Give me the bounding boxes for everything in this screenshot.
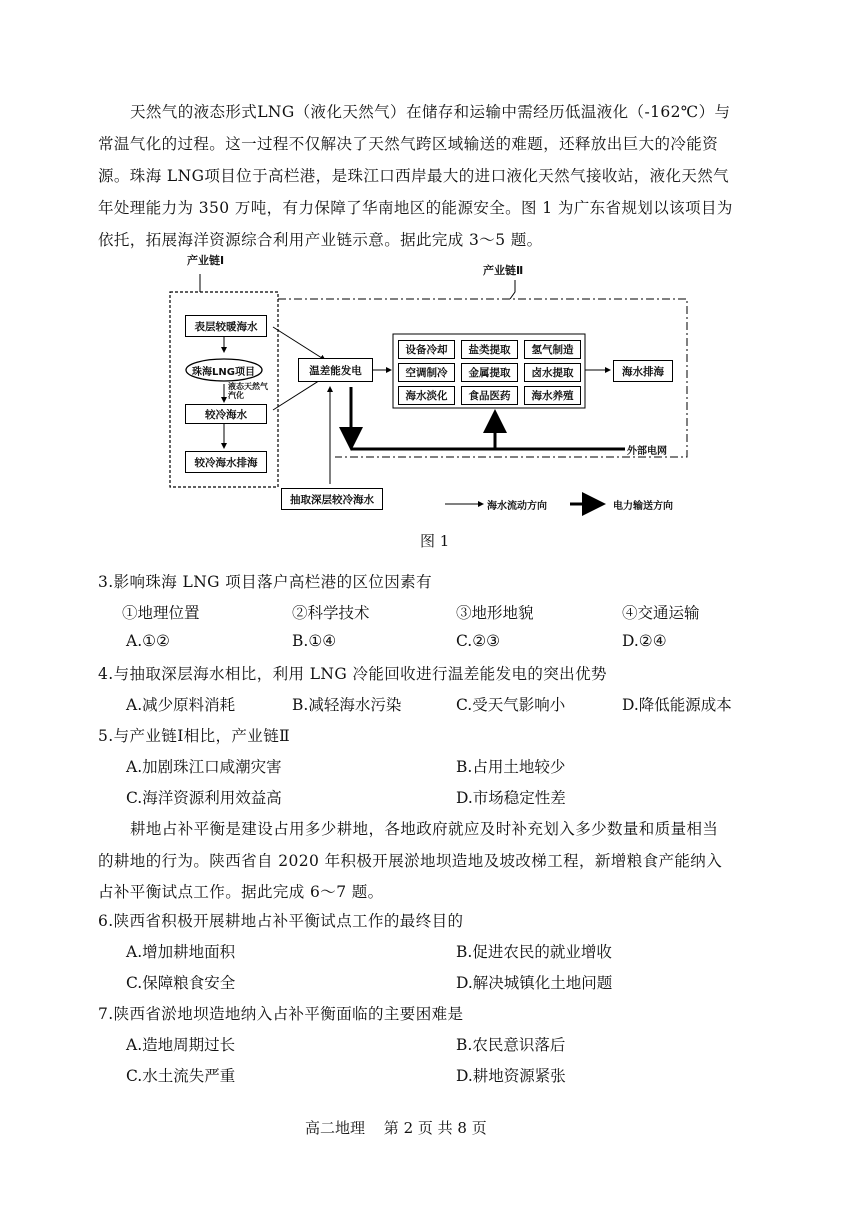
grid-label: 外部电网: [627, 446, 667, 457]
q7-option: A.造地周期过长: [126, 1036, 236, 1054]
q4-option: A.减少原料消耗: [126, 696, 236, 714]
q3-item: ①地理位置: [122, 604, 200, 622]
q3-stem: 3.影响珠海 LNG 项目落户高栏港的区位因素有: [98, 573, 432, 591]
cold-water-box: 较冷海水: [185, 404, 267, 424]
q6-stem: 6.陕西省积极开展耕地占补平衡试点工作的最终目的: [98, 912, 464, 930]
intro2-line: 耕地占补平衡是建设占用多少耕地，各地政府就应及时补充划入多少数量和质量相当: [130, 820, 719, 838]
q3-option: C.②③: [456, 632, 501, 650]
industry-box: 氢气制造: [524, 340, 581, 359]
q4-stem: 4.与抽取深层海水相比，利用 LNG 冷能回收进行温差能发电的突出优势: [98, 665, 607, 683]
intro1-line: 依托，拓展海洋资源综合利用产业链示意。据此完成 3～5 题。: [98, 231, 543, 249]
industry-box: 设备冷却: [398, 340, 455, 359]
q3-option: D.②④: [622, 632, 667, 650]
page-footer: [305, 1117, 501, 1138]
q6-option: D.解决城镇化土地问题: [456, 974, 613, 992]
q3-item: ②科学技术: [292, 604, 370, 622]
industry-box: 食品医药: [461, 386, 518, 405]
q3-option: A.①②: [126, 632, 170, 650]
figure-caption: 图 1: [420, 532, 450, 550]
intro1-line: 源。珠海 LNG项目位于高栏港，是珠江口西岸最大的进口液化天然气接收站，液化天然气: [98, 167, 730, 185]
q7-option: B.农民意识落后: [456, 1036, 566, 1054]
intro1-line: 年处理能力为 350 万吨，有力保障了华南地区的能源安全。图 1 为广东省规划以该项目为: [98, 199, 733, 217]
arrow-surface-to-power: [273, 327, 325, 360]
industry-box: 盐类提取: [461, 340, 518, 359]
q5-option: A.加剧珠江口咸潮灾害: [126, 758, 282, 776]
q4-option: D.降低能源成本: [622, 696, 732, 714]
footer-page-number: 第 2 页 共 8 页: [383, 1119, 487, 1137]
intro1-line: 常温气化的过程。这一过程不仅解决了天然气跨区域输送的难题，还释放出巨大的冷能资: [98, 135, 719, 153]
cold-discharge-box: 较冷海水排海: [185, 451, 267, 473]
chain1-label: 产业链Ⅰ: [187, 254, 225, 267]
q5-option: C.海洋资源利用效益高: [126, 789, 282, 807]
industry-box: 空调制冷: [398, 363, 455, 382]
intro2-line: 占补平衡试点工作。据此完成 6～7 题。: [98, 883, 384, 901]
chain2-label: 产业链Ⅱ: [483, 264, 524, 277]
q5-option: D.市场稳定性差: [456, 789, 566, 807]
temp-power-box: 温差能发电: [298, 358, 373, 382]
footer-subject: 高二地理: [305, 1119, 366, 1137]
legend-water-label: 海水流动方向: [487, 501, 547, 512]
q3-item: ③地形地貌: [456, 604, 534, 622]
q4-option: B.减轻海水污染: [292, 696, 402, 714]
q6-option: C.保障粮食安全: [126, 974, 236, 992]
q4-option: C.受天气影响小: [456, 696, 566, 714]
industry-box: 卤水提取: [524, 363, 581, 382]
q7-option: C.水土流失严重: [126, 1067, 236, 1085]
q7-stem: 7.陕西省淤地坝造地纳入占补平衡面临的主要困难是: [98, 1005, 464, 1023]
gasify-note: 液态天然气汽化: [228, 382, 268, 400]
q5-option: B.占用土地较少: [456, 758, 566, 776]
sea-discharge-box: 海水排海: [613, 360, 673, 382]
q5-stem: 5.与产业链Ⅰ相比，产业链Ⅱ: [98, 727, 291, 745]
surface-water-box: 表层较暖海水: [185, 315, 267, 337]
q7-option: D.耕地资源紧张: [456, 1067, 566, 1085]
figure-1: [165, 252, 710, 517]
q6-option: A.增加耕地面积: [126, 943, 236, 961]
q3-option: B.①④: [292, 632, 337, 650]
legend-power-label: 电力输送方向: [613, 501, 673, 512]
lng-project-label: 珠海LNG项目: [192, 367, 255, 378]
industry-box: 海水淡化: [398, 386, 455, 405]
q3-item: ④交通运输: [622, 604, 700, 622]
deep-water-box: 抽取深层较冷海水: [281, 488, 383, 510]
intro2-line: 的耕地的行为。陕西省自 2020 年积极开展淤地坝造地及坡改梯工程，新增粮食产能纳入: [98, 852, 723, 870]
industry-box: 金属提取: [461, 363, 518, 382]
intro1-line: 天然气的液态形式LNG（液化天然气）在储存和运输中需经历低温液化（-162℃）与: [130, 103, 731, 121]
q6-option: B.促进农民的就业增收: [456, 943, 612, 961]
industry-box: 海水养殖: [524, 386, 581, 405]
